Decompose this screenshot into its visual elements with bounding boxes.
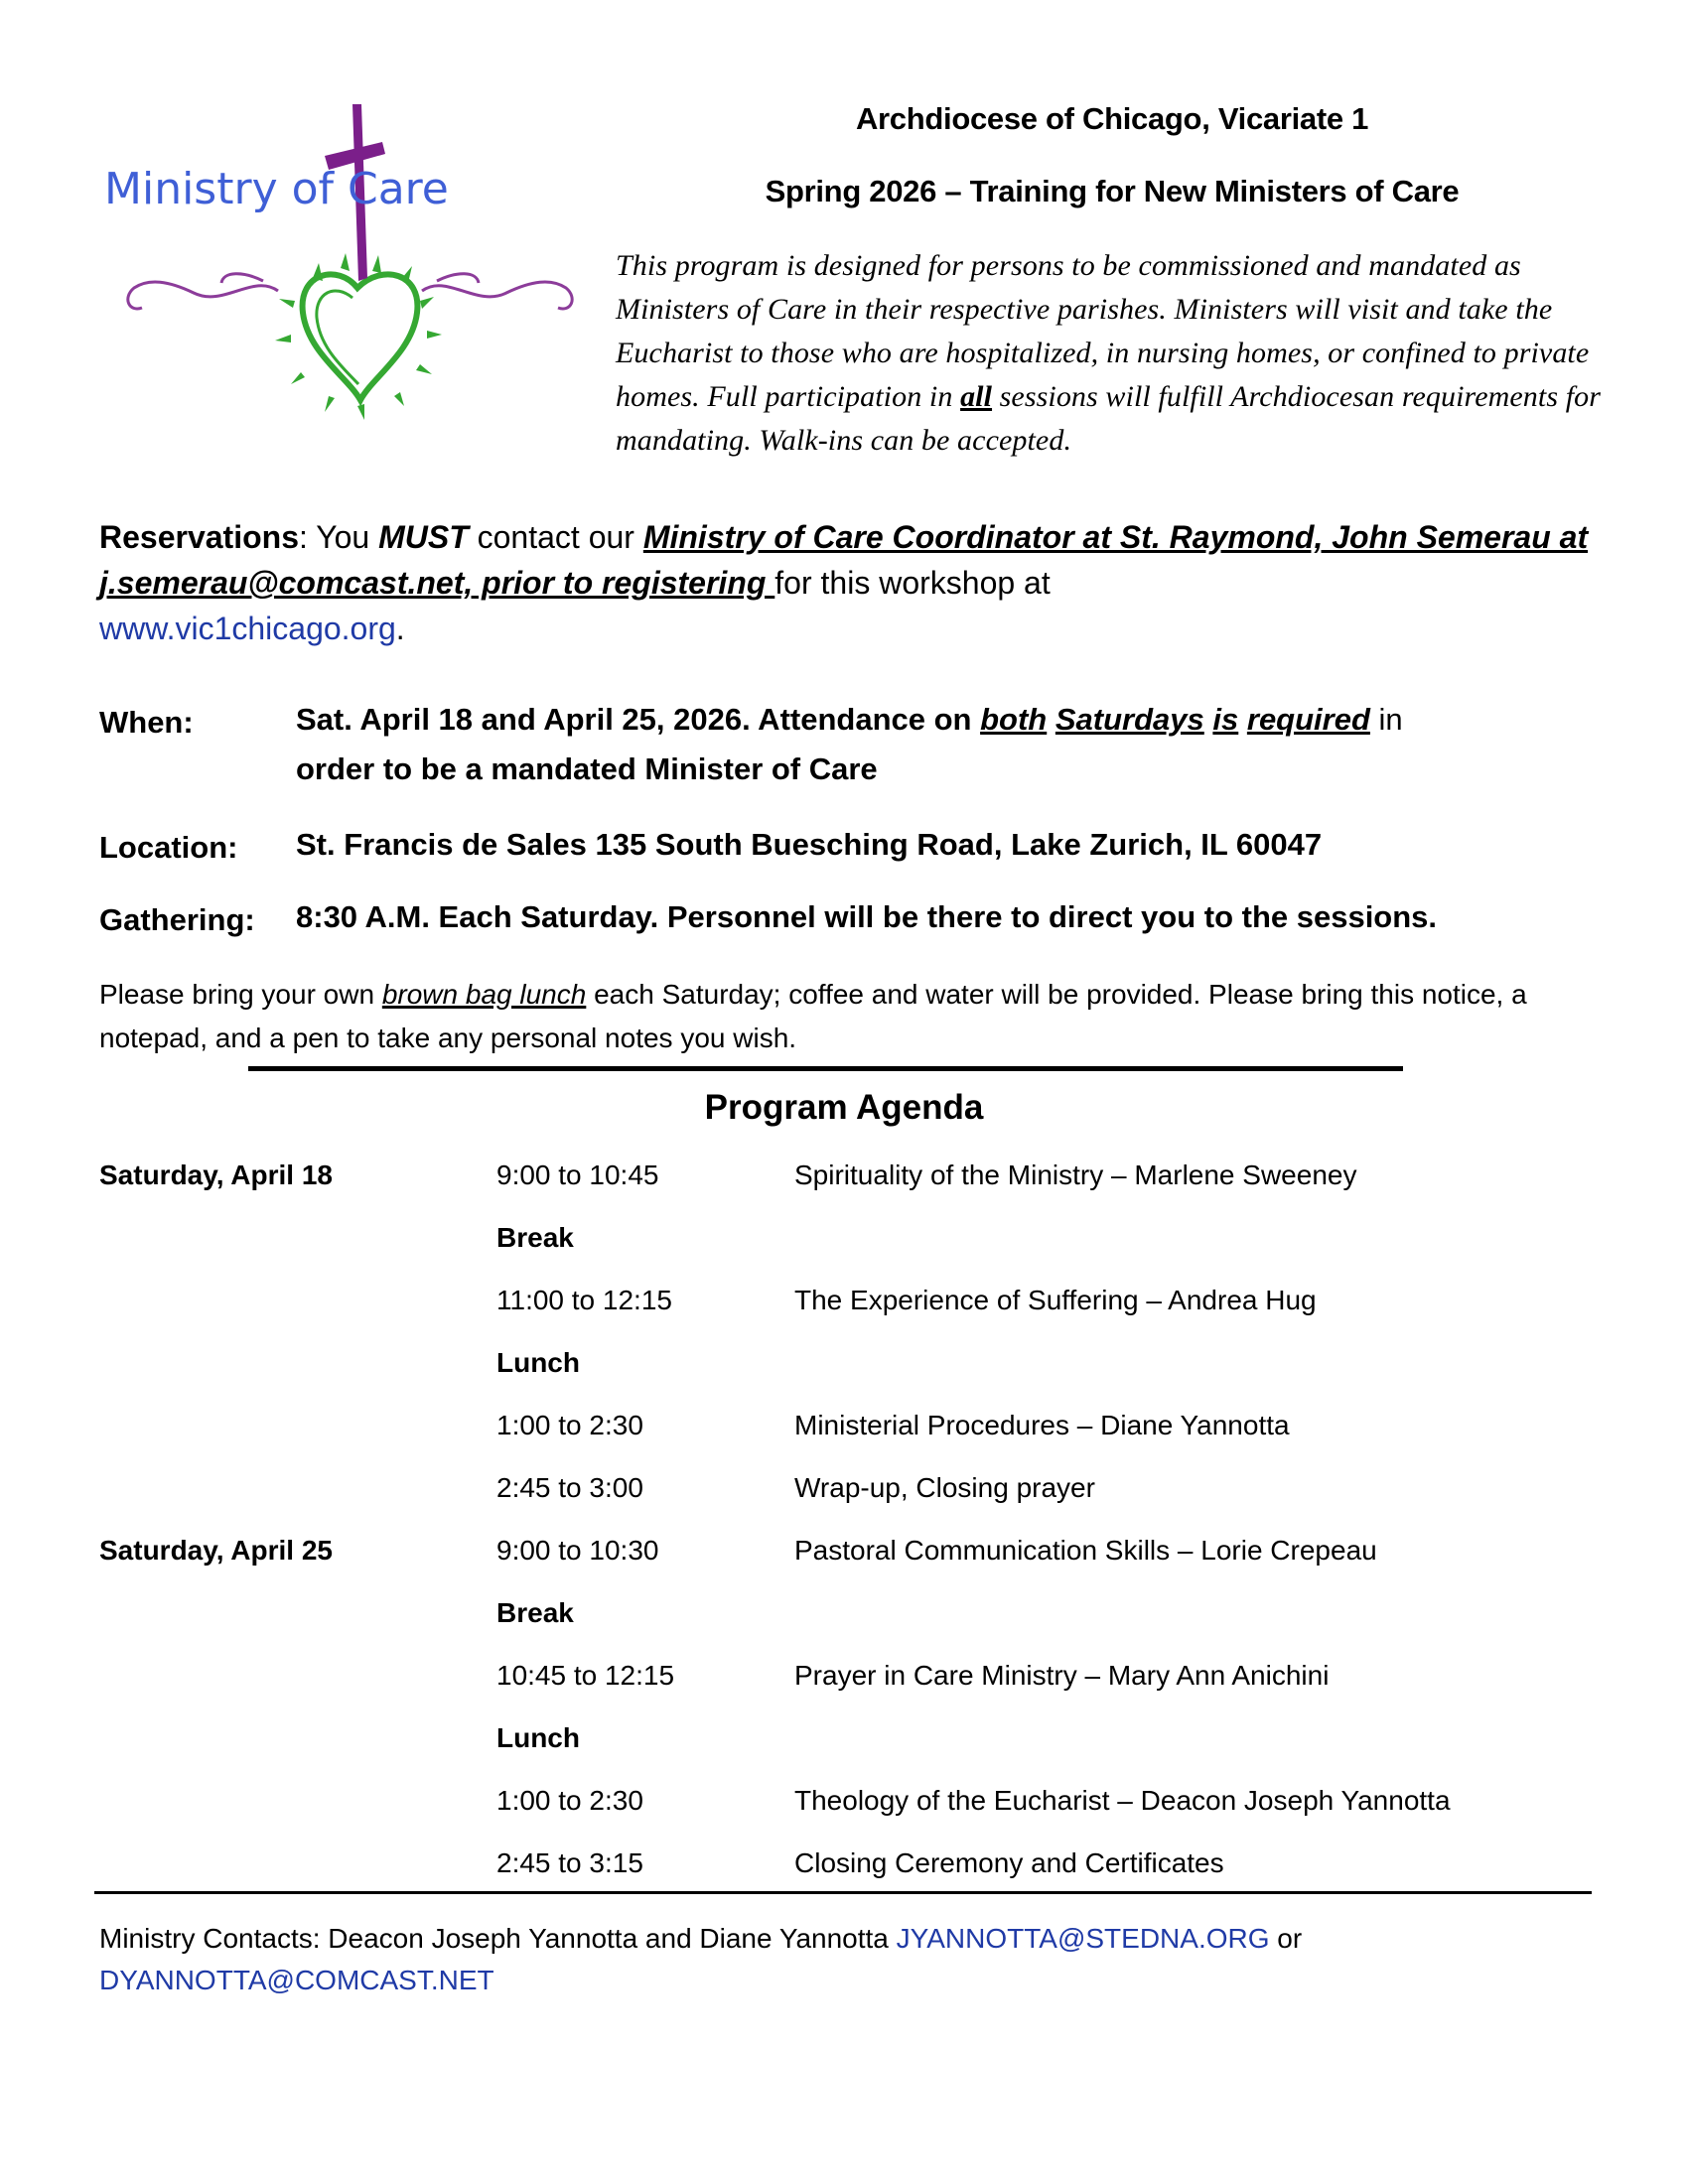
contacts-or: or [1269,1923,1303,1954]
when-emphasis: both [980,702,1048,737]
agenda-row [99,1535,1589,1597]
agenda-topic: Prayer in Care Ministry – Mary Ann Anichini [794,1660,1330,1691]
agenda-row [99,1472,1589,1535]
when-label: When: [99,705,194,740]
page-title: Archdiocese of Chicago, Vicariate 1 [855,101,1369,136]
agenda-topic: Spirituality of the Ministry – Marlene Sweeney [794,1160,1357,1190]
agenda-time: Lunch [496,1347,580,1378]
when-text: in [1369,702,1403,737]
agenda-row [99,1847,1589,1910]
email-link-dyannotta[interactable]: DYANNOTTA@COMCAST.NET [99,1965,494,1995]
when-emphasis: required [1246,702,1370,737]
agenda-day: Saturday, April 25 [99,1535,333,1566]
agenda-time: 2:45 to 3:15 [496,1847,643,1878]
intro-emphasis: all [960,380,993,413]
agenda-topic: Ministerial Procedures – Diane Yannotta [794,1410,1290,1440]
agenda-time: 2:45 to 3:00 [496,1472,643,1503]
agenda-row [99,1785,1589,1847]
gathering-label: Gathering: [99,902,255,937]
agenda-time: Break [496,1597,574,1628]
must-emphasis: MUST [378,519,469,555]
agenda-row [99,1722,1589,1785]
agenda-time: 11:00 to 12:15 [496,1285,672,1315]
logo-text: Ministry of Care [104,164,449,214]
ministry-of-care-logo [104,104,591,422]
agenda-bottom-rule [94,1891,1592,1894]
ministry-contacts [99,1918,1589,2001]
agenda-topic: Closing Ceremony and Certificates [794,1847,1224,1878]
email-link-jyannotta[interactable]: JYANNOTTA@STEDNA.ORG [896,1923,1270,1954]
intro-text-end: sessions will fulfill Archdiocesan requirements for mandating. Walk-ins can be accepted. [616,380,1602,457]
agenda-time: Break [496,1222,574,1253]
coordinator-contact: Ministry of Care Coordinator at St. Raymond, John Semerau at j.semerau@comcast.net, prior to registering [99,519,1589,601]
agenda-time: 1:00 to 2:30 [496,1410,643,1440]
note-text: Please bring your own [99,979,382,1010]
gathering-value: 8:30 A.M. Each Saturday. Personnel will be there to direct you to the sessions. [296,899,1438,934]
reservations-text: contact our [468,519,643,555]
agenda-time: 9:00 to 10:30 [496,1535,659,1566]
agenda-topic: Pastoral Communication Skills – Lorie Crepeau [794,1535,1377,1566]
location-label: Location: [99,830,238,865]
agenda-row [99,1222,1589,1285]
agenda-row [99,1160,1589,1222]
agenda-row [99,1410,1589,1472]
agenda-time: 10:45 to 12:15 [496,1660,675,1691]
reservations-text: for this workshop at [774,565,1051,601]
agenda-topic: The Experience of Suffering – Andrea Hug [794,1285,1317,1315]
when-text: Sat. April 18 and April 25, 2026. Attendance on [296,702,981,737]
cross-and-heart-logo-icon [104,104,591,422]
agenda-row [99,1347,1589,1410]
section-divider [248,1066,1403,1071]
when-value [296,695,1617,794]
location-value: St. Francis de Sales 135 South Buesching Road, Lake Zurich, IL 60047 [296,827,1323,862]
when-text-line2: order to be a mandated Minister of Care [296,751,878,786]
website-link[interactable]: www.vic1chicago.org [99,611,396,646]
agenda-row [99,1597,1589,1660]
reservations-label: Reservations [99,519,299,555]
reservations-text: : You [298,519,379,555]
bring-lunch-note [99,973,1609,1060]
agenda-topic: Theology of the Eucharist – Deacon Joseph Yannotta [794,1785,1451,1816]
page-subtitle: Spring 2026 – Training for New Ministers of Care [765,174,1460,208]
note-emphasis: brown bag lunch [381,979,587,1010]
agenda-time: Lunch [496,1722,580,1753]
agenda-row [99,1285,1589,1347]
agenda-row [99,1660,1589,1722]
contacts-text: Ministry Contacts: Deacon Joseph Yannotta and Diane Yannotta [99,1923,897,1954]
when-emphasis: is [1212,702,1239,737]
note-text-end: each Saturday; coffee and water will be provided. Please bring this notice, a notepad, and a pen to take any personal notes you wish. [99,979,1527,1053]
intro-paragraph [616,244,1609,463]
agenda-topic: Wrap-up, Closing prayer [794,1472,1095,1503]
when-emphasis: Saturdays [1055,702,1204,737]
agenda-time: 1:00 to 2:30 [496,1785,643,1816]
agenda-day: Saturday, April 18 [99,1160,333,1190]
intro-text: This program is designed for persons to be commissioned and mandated as Ministers of Care in their respective parishes. Ministers will visit and take the Eucharist to those who are hospitalized, in nursing homes, or confined to private homes. Full participation in [616,249,1590,413]
reservations-section [99,514,1609,651]
agenda-title: Program Agenda [704,1088,984,1127]
agenda-time: 9:00 to 10:45 [496,1160,659,1190]
reservations-text: . [395,611,405,646]
